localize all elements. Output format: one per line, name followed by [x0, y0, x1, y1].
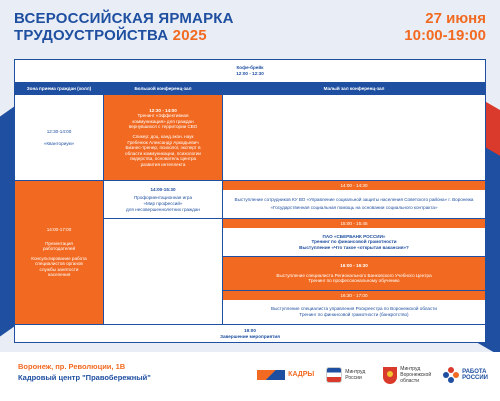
session-4-cell — [222, 300, 485, 324]
mintrud-russia-text: Минтруд России — [345, 369, 366, 381]
zone-afternoon-cell — [15, 180, 103, 324]
kadry-logo-icon — [257, 370, 285, 380]
title-line-2: ТРУДОУСТРОЙСТВА — [14, 27, 169, 44]
zone-afternoon-line: работодателей — [42, 246, 76, 252]
game-line: «Мир профессий» — [143, 201, 183, 206]
session-2-time: 15:00 - 15:45 — [222, 218, 485, 228]
rabota-russia-line: РОССИИ — [462, 375, 488, 381]
session-3-line: Тренинг по профессиональному обучению — [308, 278, 400, 284]
training-time: 12:30 - 14:00 — [149, 107, 177, 113]
zone-afternoon-line: Презентация — [45, 240, 73, 246]
kadry-logo — [257, 370, 314, 380]
zone-morning-cell — [15, 94, 103, 180]
session-3-title: Выступление специалиста Регионального Банковского Учебного Центра — [276, 272, 432, 278]
zone-afternoon-time: 14:00-17:00 — [46, 226, 72, 232]
session-2-line: Выступление «Что такое «открытая вакансия»? — [299, 244, 409, 250]
partner-logos — [257, 360, 488, 390]
session-1-time: 14:00 - 14:30 — [222, 180, 485, 190]
rabota-russia-line: РАБОТА — [462, 369, 487, 375]
game-line: Профориентационная игра — [133, 195, 193, 201]
session-1-title: Выступление сотрудников КУ ВО «Управление социальной защиты населения Советского района» г. Воронежа — [234, 197, 474, 203]
closing-title: Завершение мероприятия — [220, 333, 280, 339]
title-line-1: ВСЕРОССИЙСКАЯ ЯРМАРКА — [14, 10, 234, 27]
session-1-cell — [222, 190, 485, 218]
big-hall-training-cell — [103, 94, 222, 180]
big-hall-afternoon-empty — [103, 218, 222, 324]
closing-time: 19:00 — [244, 327, 256, 333]
page-header — [0, 0, 500, 52]
coffee-break-row — [15, 60, 485, 82]
session-3-cell — [222, 256, 485, 290]
training-line: Гребенюк Александр Аркадьевич — [127, 139, 199, 145]
col-header-zone: Зона приема граждан (холл) — [15, 82, 103, 94]
zone-morning-name: «Кванториум» — [43, 140, 75, 146]
event-datetime — [404, 10, 486, 44]
kadry-logo-text: КАДРЫ — [288, 371, 315, 378]
address-block — [18, 361, 151, 383]
col-header-small-hall: Малый зал конференц-зал — [222, 82, 485, 94]
training-line: коммуникация» для граждан — [132, 118, 194, 124]
session-4-title: Выступление специалиста управления Роскреестра по Воронежской области — [271, 306, 437, 312]
coat-of-arms-icon — [383, 367, 397, 384]
training-line: лидерства, основатель Центра — [129, 156, 197, 162]
training-line: области коммуникации, психологии — [125, 150, 201, 156]
session-4-line: Тренинг по финансовой грамотности (банкротство) — [299, 312, 409, 317]
venue-name: Кадровый центр "Правобережный" — [18, 373, 151, 382]
zone-afternoon-line: специалистов органов — [35, 261, 83, 267]
mintrud-russia-logo — [326, 367, 371, 383]
rabota-russia-icon — [443, 367, 459, 383]
page-footer — [0, 352, 500, 401]
session-2-cell — [222, 228, 485, 256]
zone-afternoon-line: службы занятости — [39, 266, 79, 272]
schedule-table — [14, 59, 486, 343]
session-2-line: Тренинг по финансовой грамотности — [311, 239, 397, 245]
game-time: 14:00-15:30 — [150, 186, 176, 192]
closing-row — [15, 324, 485, 342]
session-4-time: 16:30 - 17:00 — [222, 290, 485, 300]
col-header-big-hall: Большой конференц-зал — [103, 82, 222, 94]
event-title — [14, 10, 234, 44]
coffee-break-time: 12:00 - 12:30 — [236, 71, 264, 76]
rabota-russia-logo — [443, 367, 488, 383]
training-line: Спикер: доц. канд.экон. наук — [132, 133, 194, 139]
mintrud-voronezh-line: Воронежской — [400, 372, 432, 378]
zone-afternoon-line: населения — [47, 272, 71, 278]
training-line: развития интеллекта — [140, 161, 186, 167]
event-date: 27 июня — [425, 10, 486, 27]
training-line: Бизнес-тренер, психолог, эксперт в — [125, 145, 201, 151]
game-line: для несовершеннолетних граждан — [126, 206, 200, 212]
big-hall-game-cell — [103, 180, 222, 218]
session-2-title: ПАО «СБЕРБАНК РОССИИ» — [322, 233, 386, 239]
training-line: вернувшихся с территории СВО — [128, 124, 198, 130]
mintrud-flag-icon — [326, 367, 342, 383]
session-1-subtitle: «Государственная социальная помощь на основании социального контракта» — [270, 205, 438, 210]
zone-afternoon-line: Консультирование работа — [31, 255, 87, 261]
mintrud-voronezh-line: Минтруд — [400, 366, 421, 372]
session-3-time: 16:00 - 16:30 — [340, 263, 368, 269]
zone-morning-time: 12:30-14:00 — [46, 128, 72, 134]
mintrud-voronezh-logo — [383, 366, 431, 384]
small-hall-morning-empty — [222, 94, 485, 180]
event-time: 10:00-19:00 — [404, 27, 486, 44]
address-line: Воронеж, пр. Революции, 1В — [18, 362, 126, 371]
mintrud-voronezh-line: области — [400, 378, 419, 384]
training-line: Тренинг «Эффективная — [137, 113, 189, 119]
coffee-break-title: Кофе-брейк — [236, 65, 264, 71]
title-year: 2025 — [172, 27, 207, 44]
